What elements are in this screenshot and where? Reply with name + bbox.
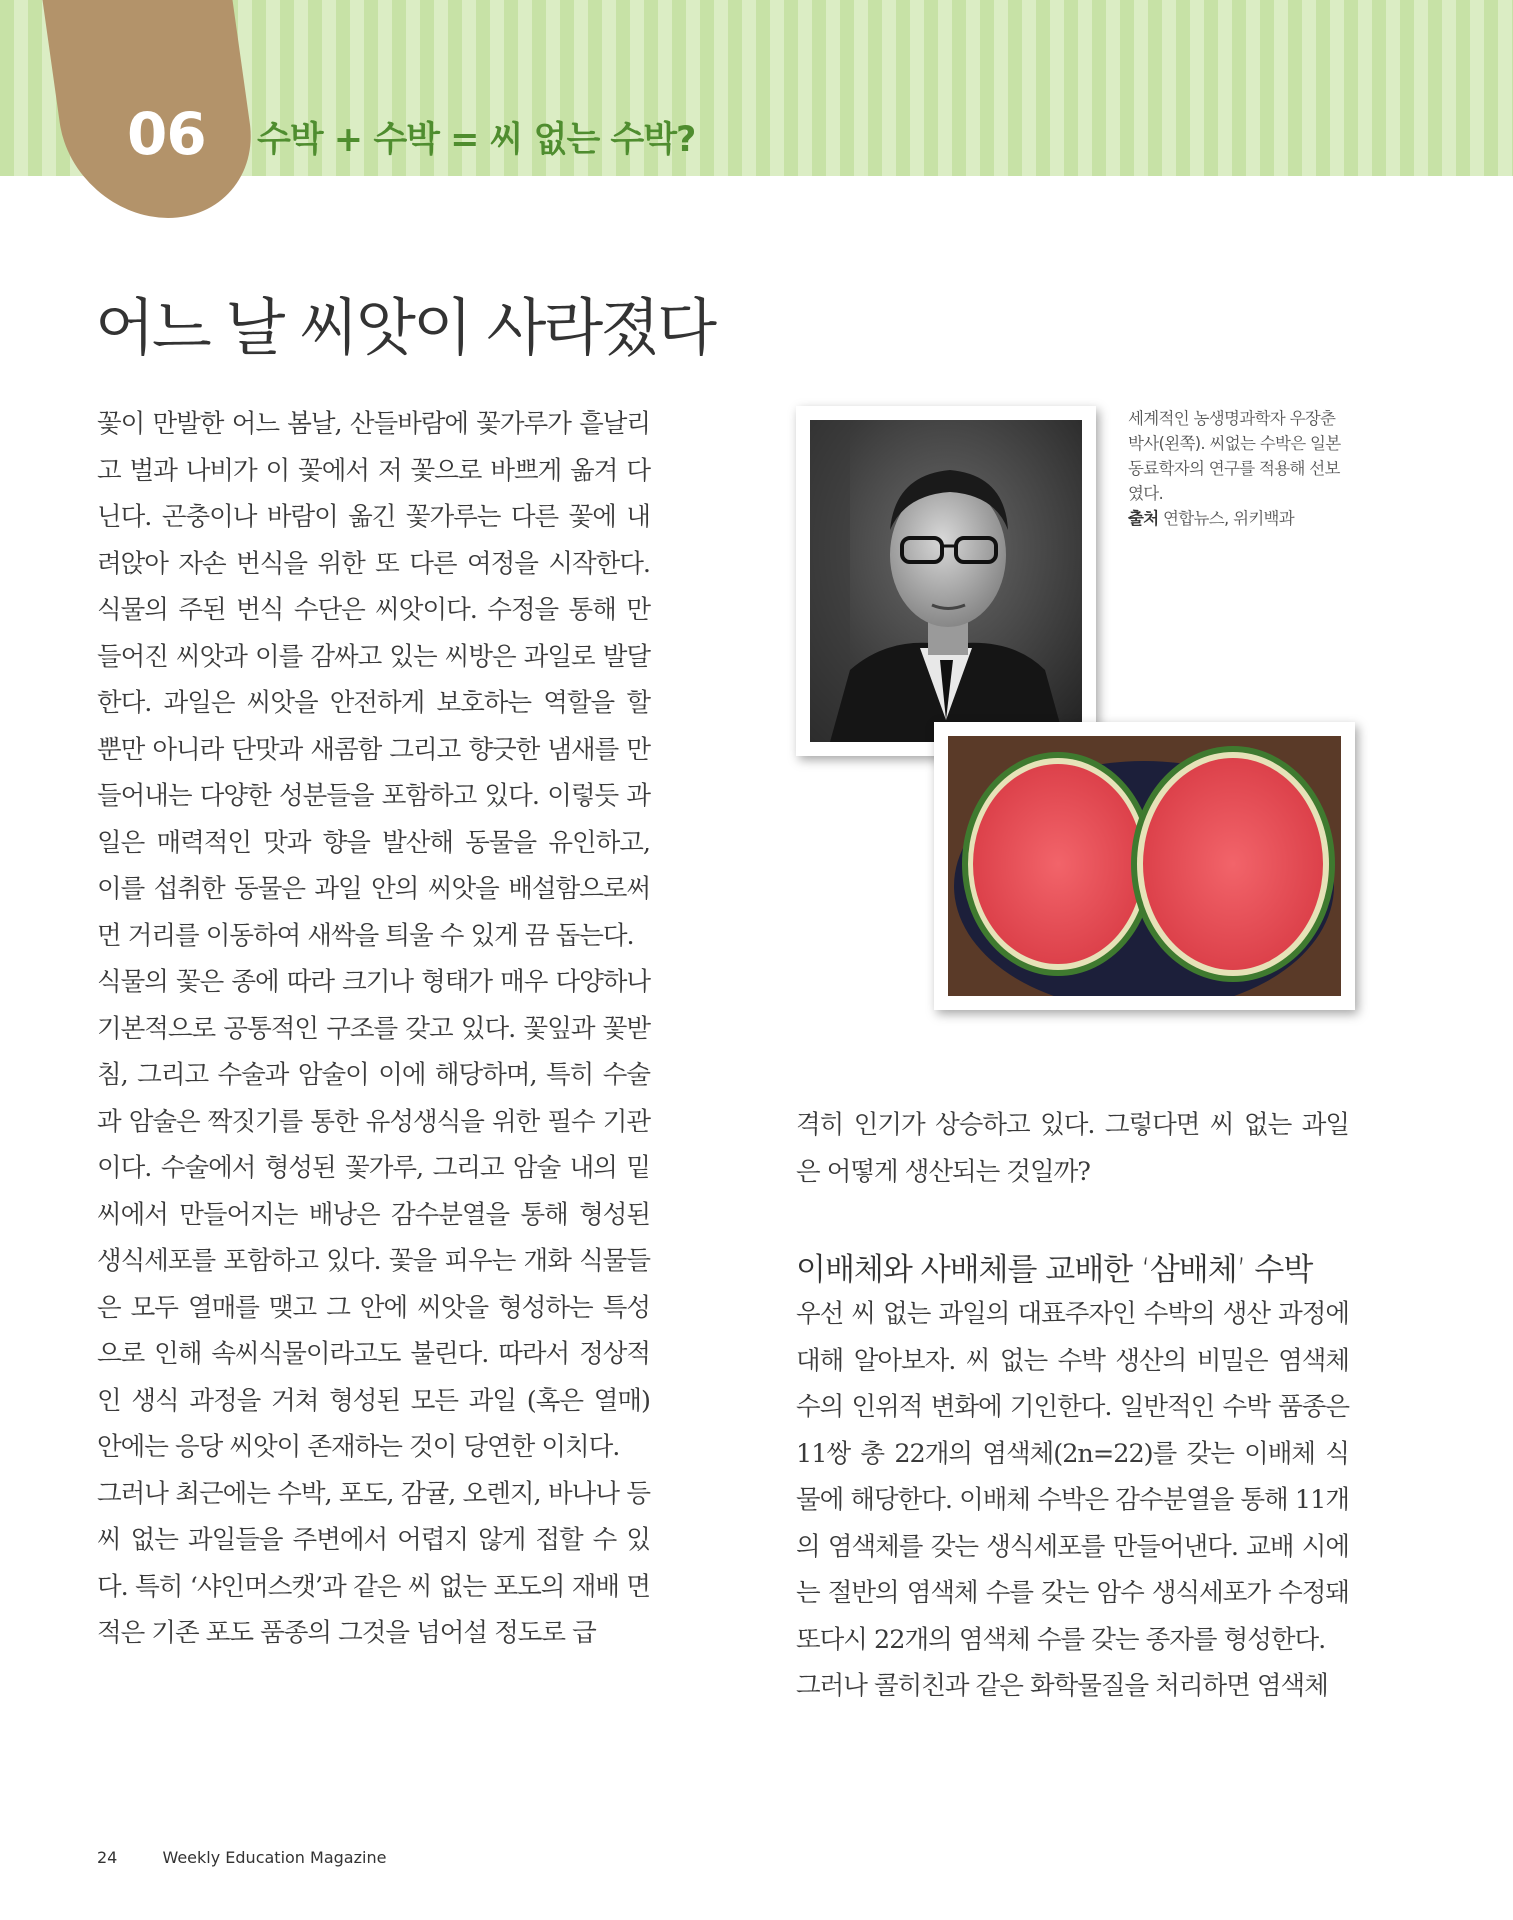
header-title: 수박 + 수박 = 씨 없는 수박? [257,120,696,160]
portrait-image [810,420,1082,742]
section-heading: 이배체와 사배체를 교배한 ‘삼배체’ 수박 [796,1252,1313,1288]
caption-text: 세계적인 농생명과학자 우장춘 박사(왼쪽). 씨없는 수박은 일본 동료학자의 연구를 적용해 선보였다. [1128,409,1341,503]
watermelon-image [948,736,1341,996]
body-paragraph: 식물의 꽃은 종에 따라 크기나 형태가 매우 다양하나 기본적으로 공통적인 구조를 갖고 있다. 꽃잎과 꽃받침, 그리고 수술과 암술이 이에 해당하며, 특히 수술과 암술은 짝짓기를 통한 유성생식을 위한 필수 기관이다. 수술에서 형성된 꽃가루, 그리고 암술 내의 밑씨에서 만들어지는 배낭은 감수분열을 통해 형성된 생식세포를 포함하고 있다. 꽃을 피우는 개화 식물들은 모두 열매를 맺고 그 안에 씨앗을 형성하는 특성으로 인해 속씨식물이라고도 불린다. 따라서 정상적인 생식 과정을 거쳐 형성된 모든 과일 (혹은 열매) 안에는 응당 씨앗이 존재하는 것이 당연한 이치다. [97,967,650,1462]
caption-source-label: 출처 [1128,509,1159,528]
watermelon-photo [934,722,1355,1010]
page-footer [97,1848,426,1867]
left-column [97,401,650,1657]
body-paragraph: 그러나 콜히친과 같은 화학물질을 처리하면 염색체 [796,1671,1328,1701]
body-paragraph: 격히 인기가 상승하고 있다. 그렇다면 씨 없는 과일은 어떻게 생산되는 것일까? [796,1110,1349,1187]
portrait-photo [796,406,1096,756]
magazine-name: Weekly Education Magazine [162,1848,387,1867]
right-column-continuation [796,1102,1349,1195]
body-paragraph: 꽃이 만발한 어느 봄날, 산들바람에 꽃가루가 흩날리고 벌과 나비가 이 꽃에서 저 꽃으로 바쁘게 옮겨 다닌다. 곤충이나 바람이 옮긴 꽃가루는 다른 꽃에 내려앉아 자손 번식을 위한 또 다른 여정을 시작한다. 식물의 주된 번식 수단은 씨앗이다. 수정을 통해 만들어진 씨앗과 이를 감싸고 있는 씨방은 과일로 발달한다. 과일은 씨앗을 안전하게 보호하는 역할을 할 뿐만 아니라 단맛과 새콤함 그리고 향긋한 냄새를 만들어내는 다양한 성분들을 포함하고 있다. 이렇듯 과일은 매력적인 맛과 향을 발산해 동물을 유인하고, 이를 섭취한 동물은 과일 안의 씨앗을 배설함으로써 먼 거리를 이동하여 새싹을 틔울 수 있게 끔 돕는다. [97,409,650,951]
chapter-number: 06 [127,100,206,168]
caption-source [1128,506,1348,531]
page-title: 어느 날 씨앗이 사라졌다 [95,291,715,364]
body-paragraph: 우선 씨 없는 과일의 대표주자인 수박의 생산 과정에 대해 알아보자. 씨 없는 수박 생산의 비밀은 염색체 수의 인위적 변화에 기인한다. 일반적인 수박 품종은 11쌍 총 22개의 염색체(2n=22)를 갖는 이배체 식물에 해당한다. 이배체 수박은 감수분열을 통해 11개의 염색체를 갖는 생식세포를 만들어낸다. 교배 시에는 절반의 염색체 수를 갖는 암수 생식세포가 수정돼 또다시 22개의 염색체 수를 갖는 종자를 형성한다. [796,1299,1349,1655]
caption-source-text: 연합뉴스, 위키백과 [1163,509,1295,528]
page-number: 24 [97,1848,118,1867]
body-paragraph: 그러나 최근에는 수박, 포도, 감귤, 오렌지, 바나나 등 씨 없는 과일들을 주변에서 어렵지 않게 접할 수 있다. 특히 ‘샤인머스캣’과 같은 씨 없는 포도의 재배 면적은 기존 포도 품종의 그것을 넘어설 정도로 급 [97,1478,650,1648]
right-column-body [796,1291,1349,1710]
photo-caption [1128,406,1348,531]
